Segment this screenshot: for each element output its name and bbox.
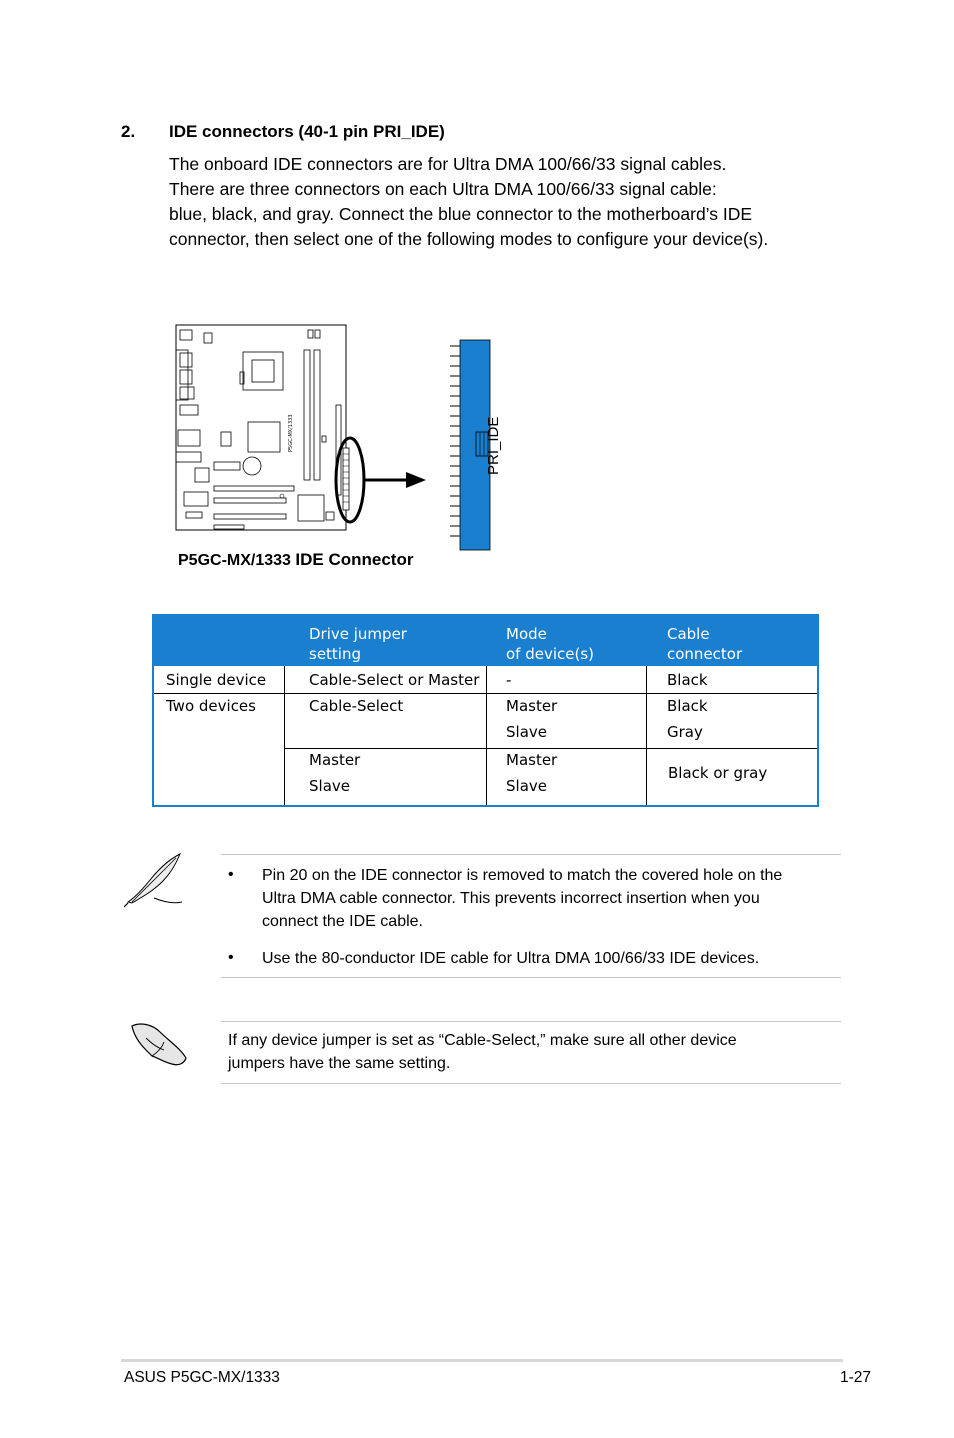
motherboard-layout-diagram [0,0,954,600]
cell-single-jumper: Cable-Select or Master [309,671,480,689]
section-title: IDE connectors (40-1 pin PRI_IDE) [169,122,445,141]
cell-two-cable-2: Gray [667,723,703,741]
header-mode [506,624,594,664]
cell-g2-jumper-2: Slave [309,777,350,795]
caution-line: If any device jumper is set as “Cable-Select,” make sure all other device [228,1032,737,1049]
cell-g2-mode-1: Master [506,751,558,769]
cell-two-mode-1: Master [506,697,558,715]
header-line: Cable [667,625,710,643]
footer-rule [121,1359,843,1362]
connector-pins [450,346,460,536]
header-drive-jumper [309,624,407,664]
header-line: setting [309,645,362,663]
board-outline [176,325,346,530]
cell-g2-jumper-1: Master [309,751,361,769]
note-line: Ultra DMA cable connector. This prevents incorrect insertion when you [262,890,760,907]
note-bottom-rule [221,977,841,978]
header-cable [667,624,742,664]
highlight-ellipse [336,438,364,522]
bullet-dot: • [228,949,234,966]
bullet-dot: • [228,866,234,883]
cell-two-mode-2: Slave [506,723,547,741]
column-divider [486,666,487,805]
intro-line: blue, black, and gray. Connect the blue connector to the motherboard’s IDE [169,204,753,224]
cell-two-cable-1: Black [667,697,708,715]
footer-page-number: 1-27 [840,1369,872,1386]
note-line: Use the 80-conductor IDE cable for Ultra DMA 100/66/33 IDE devices. [262,950,760,967]
header-line: connector [667,645,743,663]
section-number: 2. [121,122,136,141]
caution-bottom-rule [221,1083,841,1084]
intro-line: The onboard IDE connectors are for Ultra DMA 100/66/33 signal cables. [169,154,727,174]
cell-g2-mode-2: Slave [506,777,547,795]
note-bullet-1 [262,864,842,933]
note-line: connect the IDE cable. [262,913,423,930]
intro-line: connector, then select one of the following modes to configure your device(s). [169,229,769,249]
note-line: Pin 20 on the IDE connector is removed to match the covered hole on the [262,867,783,884]
cell-two-jumper: Cable-Select [309,697,404,715]
arrow-head [406,472,426,488]
table-header-row [154,616,817,666]
pri-ide-label: PRI_IDE [485,416,502,475]
header-line: Mode [506,625,547,643]
caution-top-rule [221,1021,841,1022]
board-ide-connector [343,448,349,510]
caption-model: P5GC-MX/1333 [178,552,291,569]
board-model-text: P5GC-MX/1333 [288,414,294,452]
feather-pen-icon [124,850,186,908]
row-divider [284,748,817,749]
note-top-rule [221,854,841,855]
column-divider [284,666,285,805]
hand-caution-icon [128,1018,190,1070]
caution-line: jumpers have the same setting. [228,1055,451,1072]
caution-text [228,1029,838,1075]
intro-line: There are three connectors on each Ultra DMA 100/66/33 signal cable: [169,179,717,199]
header-line: of device(s) [506,645,595,663]
footer-product-name: ASUS P5GC-MX/1333 [124,1369,280,1386]
header-line: Drive jumper [309,625,407,643]
column-divider [646,666,647,805]
cell-single-mode: - [506,671,512,689]
cell-g2-cable: Black or gray [668,764,768,782]
cell-two-label: Two devices [166,697,256,715]
note-bullet-2 [262,947,842,970]
diagram-caption [178,550,413,570]
caption-title: IDE Connector [295,550,414,569]
cell-single-cable: Black [667,671,708,689]
cell-single-label: Single device [166,671,267,689]
ide-mode-table [152,614,819,807]
